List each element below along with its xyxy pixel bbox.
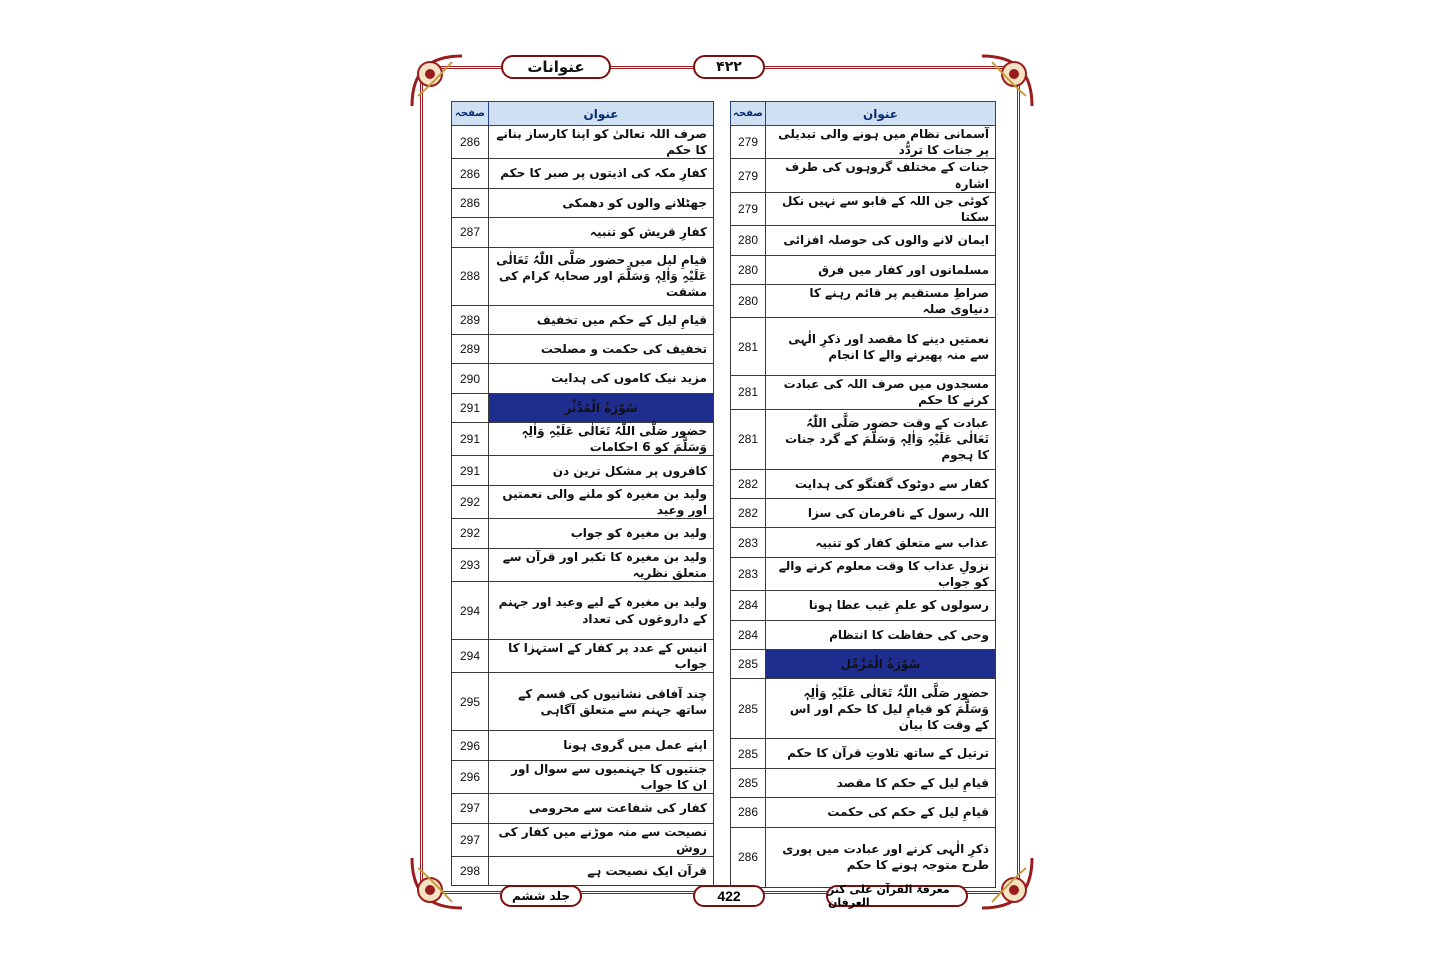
row-page: 289 — [452, 334, 489, 363]
contents-table-left — [451, 101, 714, 886]
table-row[interactable] — [452, 334, 714, 363]
row-page: 294 — [452, 582, 489, 640]
row-page: 285 — [731, 739, 766, 768]
row-title: صرف اللہ تعالیٰ کو اپنا کارساز بنانے کا حکم — [489, 126, 714, 159]
row-title: قیامِ لیل میں حضور صَلَّی اللّٰہُ تَعَالٰی عَلَیْہِ وَاٰلِہٖ وَسَلَّمَ اور صحابۂ کرام کی مشقت — [489, 247, 714, 305]
row-page: 286 — [452, 188, 489, 217]
row-page: 280 — [731, 284, 766, 317]
row-page: 294 — [452, 640, 489, 673]
row-title: کوئی جن اللہ کے قابو سے نہیں نکل سکتا — [766, 192, 996, 225]
row-page: 281 — [731, 409, 766, 469]
row-page: 279 — [731, 159, 766, 192]
table-row[interactable] — [731, 409, 996, 469]
row-page: 279 — [731, 126, 766, 159]
row-title: کافروں پر مشکل ترین دن — [489, 456, 714, 485]
row-title: عذاب سے متعلق کفار کو تنبیہ — [766, 528, 996, 557]
row-title: جنتیوں کا جہنمیوں سے سوال اور ان کا جواب — [489, 760, 714, 793]
row-page: 285 — [731, 679, 766, 739]
row-page: 297 — [452, 794, 489, 823]
table-row[interactable] — [452, 731, 714, 760]
row-page: 283 — [731, 528, 766, 557]
row-title: ذکرِ الٰہی کرنے اور عبادت میں پوری طرح متوجہ ہونے کا حکم — [766, 827, 996, 887]
row-title: اللہ رسول کے نافرمان کی سزا — [766, 499, 996, 528]
row-title: وحی کی حفاظت کا انتظام — [766, 620, 996, 649]
row-title: قرآن ایک نصیحت ہے — [489, 856, 714, 885]
row-title: صراطِ مستقیم پر قائم رہنے کا دنیاوی صلہ — [766, 284, 996, 317]
volume-pill — [500, 885, 582, 907]
table-row[interactable] — [452, 364, 714, 393]
surah-heading: سُوْرَةُ الْمُزَّمِّل — [766, 649, 996, 678]
row-page: 286 — [731, 827, 766, 887]
row-title: مسجدوں میں صرف اللہ کی عبادت کرنے کا حکم — [766, 376, 996, 409]
row-title: ایمان لانے والوں کی حوصلہ افزائی — [766, 226, 996, 255]
table-row[interactable] — [731, 528, 996, 557]
row-title: مزید نیک کاموں کی ہدایت — [489, 364, 714, 393]
section-title-pill — [501, 55, 611, 79]
row-page: 290 — [452, 364, 489, 393]
row-page: 296 — [452, 731, 489, 760]
header-page-number-pill — [693, 55, 765, 79]
row-title: جھٹلانے والوں کو دھمکی — [489, 188, 714, 217]
table-row[interactable] — [731, 376, 996, 409]
row-title: چند آفاقی نشانیوں کی قسم کے ساتھ جہنم سے متعلق آگاہی — [489, 673, 714, 731]
surah-heading: سُوْرَةُ الْمُدَّثِّر — [489, 393, 714, 422]
row-title: ولید بن مغیرہ کے لیے وعید اور جہنم کے داروغوں کی تعداد — [489, 582, 714, 640]
row-title: ولید بن مغیرہ کا تکبر اور قرآن سے متعلق نظریہ — [489, 548, 714, 581]
row-page: 286 — [452, 126, 489, 159]
row-page: 280 — [731, 226, 766, 255]
contents-table-right — [730, 101, 996, 888]
table-row[interactable] — [731, 620, 996, 649]
row-title: اپنے عمل میں گروی ہونا — [489, 731, 714, 760]
table-row[interactable] — [731, 126, 996, 159]
row-title: ترتیل کے ساتھ تلاوتِ قرآن کا حکم — [766, 739, 996, 768]
table-row[interactable] — [452, 456, 714, 485]
row-page: 284 — [731, 620, 766, 649]
row-page: 285 — [731, 649, 766, 678]
table-row[interactable] — [452, 126, 714, 159]
row-page: 292 — [452, 519, 489, 548]
table-row[interactable] — [731, 226, 996, 255]
table-row[interactable] — [452, 548, 714, 581]
row-page: 282 — [731, 469, 766, 498]
table-row[interactable] — [452, 673, 714, 731]
row-title: انیس کے عدد پر کفار کے استہزا کا جواب — [489, 640, 714, 673]
table-header-row — [731, 102, 996, 126]
table-row[interactable] — [452, 188, 714, 217]
table-row[interactable] — [452, 159, 714, 188]
row-page: 286 — [452, 159, 489, 188]
row-title: قیامِ لیل کے حکم کی حکمت — [766, 798, 996, 827]
row-page: 283 — [731, 557, 766, 590]
row-page: 297 — [452, 823, 489, 856]
table-row[interactable] — [452, 423, 714, 456]
table-row[interactable] — [731, 192, 996, 225]
table-row[interactable] — [731, 768, 996, 797]
table-row[interactable] — [731, 469, 996, 498]
row-page: 298 — [452, 856, 489, 885]
table-row[interactable] — [731, 557, 996, 590]
table-row[interactable] — [731, 798, 996, 827]
table-row[interactable] — [452, 856, 714, 885]
row-title: ولید بن مغیرہ کو جواب — [489, 519, 714, 548]
row-title: کفارِ قریش کو تنبیہ — [489, 218, 714, 247]
row-title: عبادت کے وقت حضور صَلَّی اللّٰہُ تَعَالٰی عَلَیْہِ وَاٰلِہٖ وَسَلَّمَ کے گرد جنات کا ہجوم — [766, 409, 996, 469]
row-page: 291 — [452, 456, 489, 485]
table-row[interactable] — [452, 485, 714, 518]
row-title: رسولوں کو علمِ غیب عطا ہونا — [766, 591, 996, 620]
section-title: عنوانات — [527, 58, 585, 76]
surah-heading-row[interactable] — [731, 649, 996, 678]
book-name: معرفۃ القرآن علی کنز العرفان — [828, 883, 950, 909]
column-header-page: صفحہ — [452, 102, 489, 126]
row-title: نصیحت سے منہ موڑنے میں کفار کی روش — [489, 823, 714, 856]
row-page: 289 — [452, 305, 489, 334]
row-page: 296 — [452, 760, 489, 793]
header-page-number: ۴۲۲ — [716, 59, 742, 75]
row-title: آسمانی نظام میں ہونے والی تبدیلی پر جنات کا تردُّد — [766, 126, 996, 159]
book-page — [408, 50, 1036, 914]
table-row[interactable] — [731, 318, 996, 376]
row-title: قیامِ لیل کے حکم میں تخفیف — [489, 305, 714, 334]
table-row[interactable] — [731, 284, 996, 317]
row-title: کفارِ مکہ کی اذیتوں پر صبر کا حکم — [489, 159, 714, 188]
row-title: کفار کی شفاعت سے محرومی — [489, 794, 714, 823]
table-row[interactable] — [452, 218, 714, 247]
table-row[interactable] — [731, 499, 996, 528]
row-page: 295 — [452, 673, 489, 731]
surah-heading-row[interactable] — [452, 393, 714, 422]
row-title: ولید بن مغیرہ کو ملنے والی نعمتیں اور وعید — [489, 485, 714, 518]
row-title: کفار سے دوٹوک گفتگو کی ہدایت — [766, 469, 996, 498]
table-row[interactable] — [731, 159, 996, 192]
table-row[interactable] — [452, 760, 714, 793]
table-row[interactable] — [731, 255, 996, 284]
column-header-page: صفحہ — [731, 102, 766, 126]
row-title: مسلمانوں اور کفار میں فرق — [766, 255, 996, 284]
table-header-row — [452, 102, 714, 126]
row-page: 281 — [731, 318, 766, 376]
row-page: 287 — [452, 218, 489, 247]
table-row[interactable] — [452, 582, 714, 640]
row-page: 291 — [452, 423, 489, 456]
row-page: 280 — [731, 255, 766, 284]
table-row[interactable] — [731, 679, 996, 739]
table-row[interactable] — [452, 823, 714, 856]
row-page: 288 — [452, 247, 489, 305]
table-row[interactable] — [452, 519, 714, 548]
row-page: 284 — [731, 591, 766, 620]
row-title: حضور صَلَّی اللّٰہُ تَعَالٰی عَلَیْہِ وَاٰلِہٖ وَسَلَّمَ کو قیامِ لیل کا حکم اور اس کے وقت کا بیان — [766, 679, 996, 739]
row-page: 281 — [731, 376, 766, 409]
row-title: حضور صَلَّی اللّٰہُ تَعَالٰی عَلَیْہِ وَاٰلِہٖ وَسَلَّمَ کو 6 احکامات — [489, 423, 714, 456]
volume-label: جلد ششم — [511, 889, 571, 903]
column-header-title: عنوان — [489, 102, 714, 126]
table-row[interactable] — [731, 827, 996, 887]
table-row[interactable] — [452, 305, 714, 334]
row-page: 293 — [452, 548, 489, 581]
table-row[interactable] — [731, 739, 996, 768]
column-header-title: عنوان — [766, 102, 996, 126]
footer-page-number: 422 — [717, 888, 741, 904]
row-page: 285 — [731, 768, 766, 797]
row-page: 279 — [731, 192, 766, 225]
row-page: 291 — [452, 393, 489, 422]
footer-page-number-pill — [693, 885, 765, 907]
row-title: نعمتیں دینے کا مقصد اور ذکرِ الٰہی سے منہ پھیرنے والے کا انجام — [766, 318, 996, 376]
table-row[interactable] — [452, 794, 714, 823]
row-page: 282 — [731, 499, 766, 528]
table-row[interactable] — [452, 247, 714, 305]
table-row[interactable] — [731, 591, 996, 620]
row-title: جنات کے مختلف گروہوں کی طرف اشارہ — [766, 159, 996, 192]
row-title: تخفیف کی حکمت و مصلحت — [489, 334, 714, 363]
book-name-pill — [826, 885, 968, 907]
row-page: 286 — [731, 798, 766, 827]
row-title: نزولِ عذاب کا وقت معلوم کرنے والے کو جواب — [766, 557, 996, 590]
table-row[interactable] — [452, 640, 714, 673]
row-title: قیامِ لیل کے حکم کا مقصد — [766, 768, 996, 797]
row-page: 292 — [452, 485, 489, 518]
